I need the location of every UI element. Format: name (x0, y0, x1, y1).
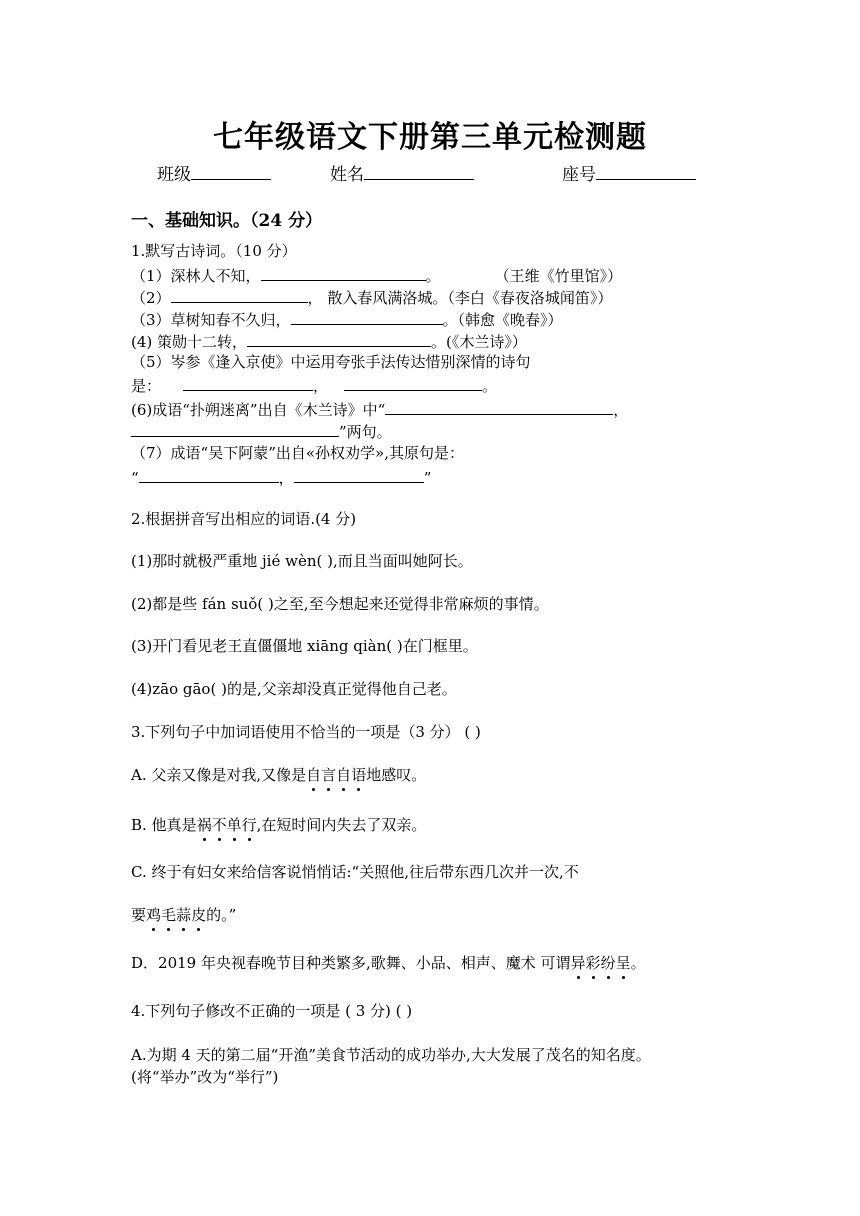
name-blank[interactable] (364, 162, 474, 180)
class-blank[interactable] (191, 162, 271, 180)
q1-line5: （5）岑参《逢入京使》中运用夸张手法传达惜别深情的诗句 (131, 353, 531, 371)
blank[interactable] (247, 329, 431, 347)
seat-field (562, 160, 696, 185)
blank[interactable] (139, 465, 279, 483)
q1-line5b: 是： ， 。 (131, 373, 497, 397)
name-label: 姓名 (330, 165, 364, 185)
class-label: 班级 (157, 165, 191, 185)
q3-option-c[interactable]: C. 终于有妇女来给信客说悄悄话:“关照他,往后带东西几次并一次,不 (131, 863, 579, 881)
q4-stem: 4.下列句子修改不正确的一项是 ( 3 分) ( ) (131, 1002, 413, 1020)
q3-option-b[interactable]: B. 他真是祸不单行,在短时间内失去了双亲。 (131, 816, 427, 834)
class-field (157, 160, 271, 185)
q1-line7b: “ ， ” (131, 465, 431, 489)
q3-option-d[interactable]: D．2019 年央视春晚节目种类繁多,歌舞、小品、相声、魔术 可谓异彩纷呈。 (131, 954, 646, 972)
q2-item3: (3)开门看见老王直僵僵地 xiāng qiàn( )在门框里。 (131, 637, 478, 655)
q1-line2: （2） ， 散入春风满洛城。（李白《春夜洛城闻笛》） (131, 285, 612, 309)
q4-option-a[interactable]: A.为期 4 天的第二届“开渔”美食节活动的成功举办,大大发展了茂名的知名度。 (131, 1046, 651, 1064)
q1-line3: （3）草树知春不久归， 。（韩愈《晚春》） (131, 307, 563, 331)
blank[interactable] (183, 373, 313, 391)
q1-line1: （1）深林人不知， 。 （王维《竹里馆》） (131, 263, 622, 287)
q4-option-a-note: (将“举办”改为“举行”) (131, 1068, 279, 1086)
name-field (330, 160, 474, 185)
blank[interactable] (261, 263, 426, 281)
q1-line7: （7）成语“吴下阿蒙”出自«孙权劝学»,其原句是： (131, 444, 465, 462)
blank[interactable] (291, 307, 443, 325)
q3-stem: 3.下列句子中加词语使用不恰当的一项是（3 分） ( ) (131, 723, 481, 741)
q1-line6: (6)成语“扑朔迷离”出自《木兰诗》中“ ， (131, 397, 628, 421)
q1-stem: 1.默写古诗词。（10 分） (131, 242, 297, 260)
blank[interactable] (344, 373, 482, 391)
blank[interactable] (385, 397, 613, 415)
section-heading: 一、基础知识。（24 分） (131, 211, 323, 231)
page-title: 七年级语文下册第三单元检测题 (213, 120, 647, 155)
q3-option-c-cont: 要鸡毛蒜皮的。” (131, 906, 237, 924)
blank[interactable] (131, 419, 339, 437)
blank[interactable] (171, 285, 308, 303)
q3-option-a[interactable]: A. 父亲又像是对我,又像是自言自语地感叹。 (131, 766, 427, 784)
q2-stem: 2.根据拼音写出相应的词语.(4 分) (131, 510, 357, 528)
q1-line6b: ”两句。 (131, 419, 392, 443)
seat-label: 座号 (562, 165, 596, 185)
q2-item1: (1)那时就极严重地 jié wèn( ),而且当面叫她阿长。 (131, 552, 473, 570)
q1-line4: (4) 策勋十二转， 。(《木兰诗》） (131, 329, 527, 353)
seat-blank[interactable] (596, 162, 696, 180)
q2-item2: (2)都是些 fán suǒ( )之至,至今想起来还觉得非常麻烦的事情。 (131, 595, 549, 613)
blank[interactable] (294, 465, 424, 483)
q2-item4: (4)zāo gāo( )的是,父亲却没真正觉得他自己老。 (131, 680, 457, 698)
